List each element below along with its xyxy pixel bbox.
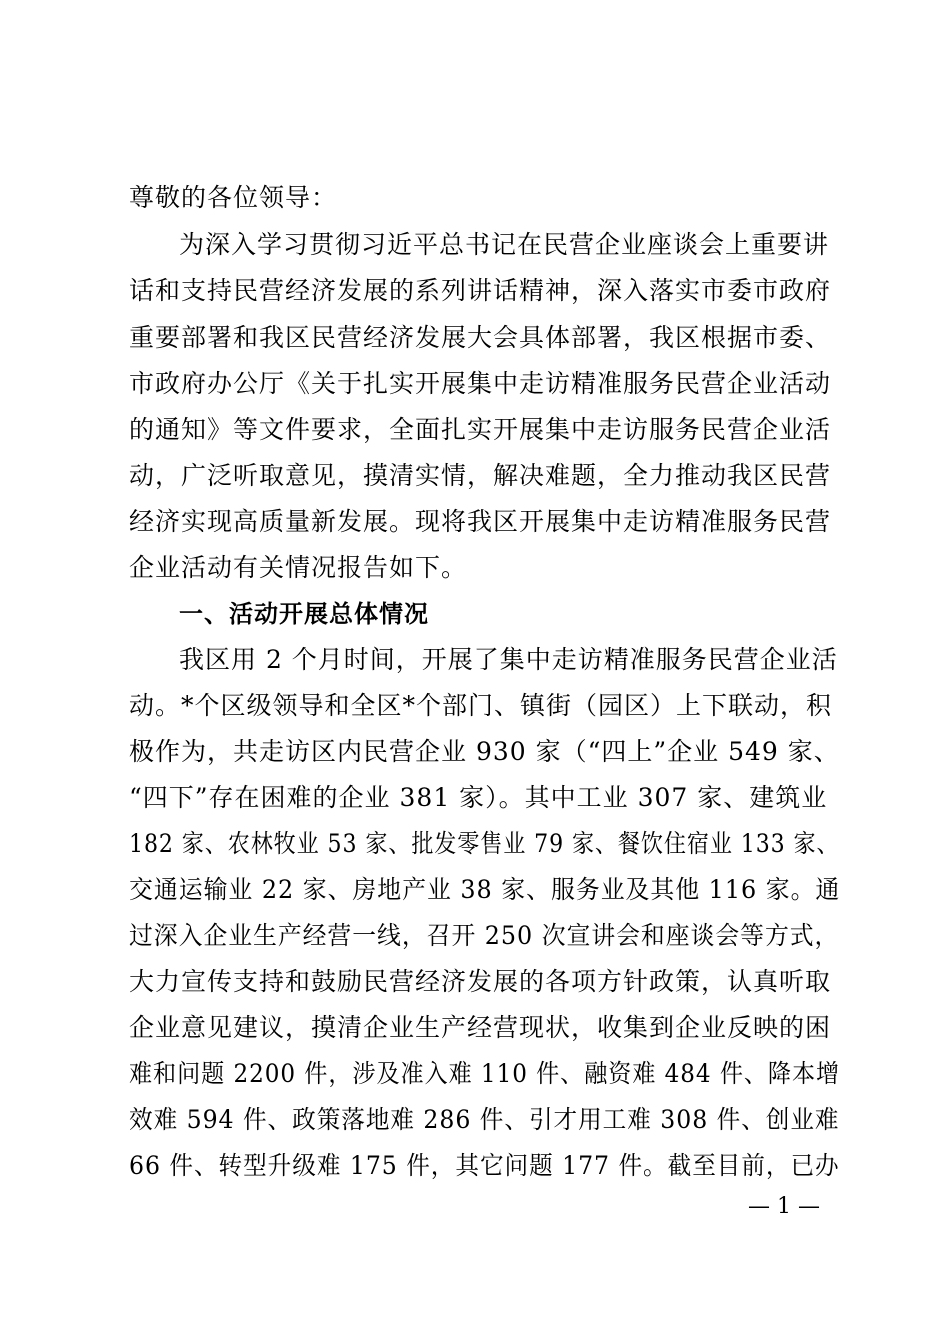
- paragraph-line: 话和支持民营经济发展的系列讲话精神，深入落实市委市政府: [129, 276, 832, 305]
- paragraph-line: 难和问题 2200 件，涉及准入难 110 件、融资难 484 件、降本增: [129, 1059, 841, 1088]
- paragraph-line: 重要部署和我区民营经济发展大会具体部署，我区根据市委、: [129, 323, 832, 352]
- section-heading: 一、活动开展总体情况: [179, 600, 429, 628]
- paragraph-line: 市政府办公厅《关于扎实开展集中走访精准服务民营企业活动: [129, 369, 832, 398]
- paragraph-line: 的通知》等文件要求，全面扎实开展集中走访服务民营企业活: [129, 415, 832, 444]
- salutation: 尊敬的各位领导：: [129, 183, 338, 212]
- paragraph-line: 大力宣传支持和鼓励民营经济发展的各项方针政策，认真听取: [129, 967, 832, 996]
- paragraph-line: 交通运输业 22 家、房地产业 38 家、服务业及其他 116 家。通: [129, 875, 841, 904]
- paragraph-line: 66 件、转型升级难 175 件，其它问题 177 件。截至目前，已办: [129, 1151, 840, 1180]
- paragraph-line: 极作为，共走访区内民营企业 930 家（“四上”企业 549 家、: [129, 737, 840, 766]
- paragraph-line: 动。*个区级领导和全区*个部门、镇街（园区）上下联动，积: [129, 691, 833, 720]
- paragraph-line: 企业意见建议，摸清企业生产经营现状，收集到企业反映的困: [129, 1013, 832, 1042]
- page-number: — 1 —: [748, 1194, 820, 1219]
- paragraph-line: 过深入企业生产经营一线，召开 250 次宣讲会和座谈会等方式，: [129, 921, 840, 950]
- paragraph-line: “四下”存在困难的企业 381 家）。其中工业 307 家、建筑业: [129, 783, 828, 812]
- paragraph-line: 企业活动有关情况报告如下。: [129, 553, 468, 582]
- paragraph-line: 经济实现高质量新发展。现将我区开展集中走访精准服务民营: [129, 507, 832, 536]
- paragraph-line: 为深入学习贯彻习近平总书记在民营企业座谈会上重要讲: [179, 230, 830, 259]
- paragraph-line: 182 家、农林牧业 53 家、批发零售业 79 家、餐饮住宿业 133 家、: [129, 829, 840, 858]
- paragraph-line: 效难 594 件、政策落地难 286 件、引才用工难 308 件、创业难: [129, 1105, 840, 1134]
- paragraph-line: 我区用 2 个月时间，开展了集中走访精准服务民营企业活: [179, 645, 838, 674]
- paragraph-line: 动，广泛听取意见，摸清实情，解决难题，全力推动我区民营: [129, 461, 832, 490]
